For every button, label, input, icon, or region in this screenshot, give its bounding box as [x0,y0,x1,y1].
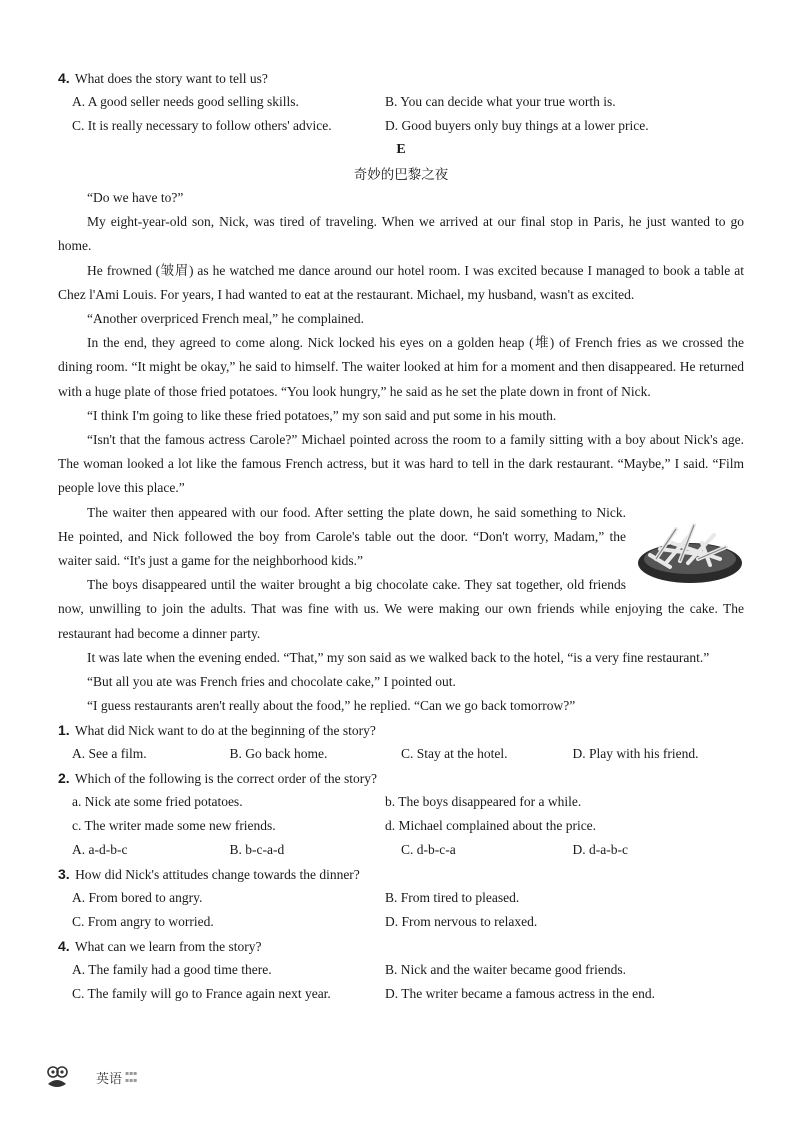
paragraph: “I think I'm going to like these fried potatoes,” my son said and put some in his mouth. [87,407,557,423]
paragraph: “Do we have to?” [87,190,184,205]
event-c: c. The writer made some new friends. [72,818,276,834]
option-c[interactable]: C. Stay at the hotel. [401,746,508,762]
option-d[interactable]: D. d-a-b-c [572,842,628,858]
paragraph: It was late when the evening ended. “That,” my son said as we walked back to the hotel, “is a very fine restaurant.” [87,649,710,665]
mascot-logo-icon [44,1064,70,1090]
passage-title: 奇妙的巴黎之夜 [353,167,449,183]
option-c[interactable]: C. The family will go to France again next year. [72,986,331,1002]
option-b[interactable]: B. b-c-a-d [229,842,285,858]
question-text: Which of the following is the correct order of the story? [74,771,377,787]
option-b[interactable]: B. Nick and the waiter became good friends. [385,962,627,978]
prev-q4-options-row-2 [58,114,744,138]
paragraph: My eight-year-old son, Nick, was tired of traveling. When we arrived at our final stop in Paris, he just wanted to go home. [58,214,744,254]
section-letter: E [396,142,406,157]
paragraph: “Isn't that the famous actress Carole?” Michael pointed across the room to a family sitting with a boy about Nick's age. The woman looked a lot like the famous French actress, but it was hard to tell in the dark restaurant. “Maybe,” I said. “Film people love this place.” [58,432,744,496]
question-text: What did Nick want to do at the beginning of the story? [74,723,376,739]
q1-options [58,742,744,766]
option-c[interactable]: C. From angry to worried. [72,914,214,930]
option-a[interactable]: A. A good seller needs good selling skills. [72,94,299,109]
question-4 [58,934,744,958]
q4-options-row-1 [58,958,744,982]
option-b[interactable]: B. From tired to pleased. [385,890,520,906]
q2-events-row-1 [58,790,744,814]
option-d[interactable]: D. Play with his friend. [572,746,699,762]
question-number: 1. [58,722,70,739]
paragraph: The waiter then appeared with our food. After setting the plate down, he said something to Nick. He pointed, and Nick followed the boy from Carole's table out the door. “Don't worry, Madam,” the waiter said. “It's just a game for the neighborhood kids.” [58,504,626,569]
event-b: b. The boys disappeared for a while. [385,794,582,810]
footer-fine-print-mark: ▪▪▪ ▪▪▪ [125,1070,138,1084]
paragraph: In the end, they agreed to come along. Nick locked his eyes on a golden heap (堆) of French fries as we crossed the dining room. “It might be okay,” he said to himself. The waiter looked at him for a moment and then disappeared. He returned with a huge plate of those fried potatoes. “You look hungry,” he said as he set the plate down in front of Nick. [58,335,744,399]
q3-options-row-2 [58,910,744,934]
paragraph: He frowned (皱眉) as he watched me dance around our hotel room. I was excited because I managed to book a table at Chez l'Ami Louis. For years, I had wanted to eat at the restaurant. Michael, my husband, wasn't as excited. [58,262,744,302]
paragraph: The boys disappeared until the waiter brought a big chocolate cake. They sat together, old friends now, unwilling to join the adults. That was fine with us. We were making our own friends while enjoying the cake. The restaurant had become a dinner party. [58,577,744,641]
event-a: a. Nick ate some fried potatoes. [72,794,243,810]
question-number: 4. [58,938,70,955]
option-a[interactable]: A. The family had a good time there. [72,962,272,978]
q4-options-row-2 [58,982,744,1006]
passage [58,186,744,718]
option-a[interactable]: A. a-d-b-c [72,842,128,858]
worksheet-page [58,66,744,1006]
question-3 [58,862,744,886]
event-d: d. Michael complained about the price. [385,818,597,834]
prev-question-4 [58,66,744,90]
question-number: 3. [58,866,70,883]
question-text: What does the story want to tell us? [74,71,268,86]
paragraph: “Another overpriced French meal,” he complained. [87,311,365,327]
option-d[interactable]: D. The writer became a famous actress in the end. [385,986,656,1002]
q2-events-row-2 [58,814,744,838]
page-footer [44,1062,137,1092]
option-d[interactable]: D. From nervous to relaxed. [385,914,538,930]
question-number: 2. [58,770,70,787]
option-d[interactable]: D. Good buyers only buy things at a lower price. [385,118,649,133]
paragraph: “But all you ate was French fries and chocolate cake,” I pointed out. [87,674,456,690]
prev-q4-options-row-1 [58,90,744,114]
option-c[interactable]: C. It is really necessary to follow others' advice. [72,118,332,133]
q2-options [58,838,744,862]
question-number: 4. [58,70,70,86]
option-a[interactable]: A. See a film. [72,746,147,762]
option-a[interactable]: A. From bored to angry. [72,890,203,906]
question-1 [58,718,744,742]
paragraph: “I guess restaurants aren't really about the food,” he replied. “Can we go back tomorrow?” [87,698,576,714]
option-c[interactable]: C. d-b-c-a [401,842,456,858]
question-text: What can we learn from the story? [74,939,262,955]
question-text: How did Nick's attitudes change towards the dinner? [75,867,360,883]
option-b[interactable]: B. You can decide what your true worth is. [385,94,616,109]
q3-options-row-1 [58,886,744,910]
french-fries-plate-icon [636,507,744,587]
option-b[interactable]: B. Go back home. [229,746,328,762]
question-2 [58,766,744,790]
footer-subject: 英语 [96,1071,123,1087]
